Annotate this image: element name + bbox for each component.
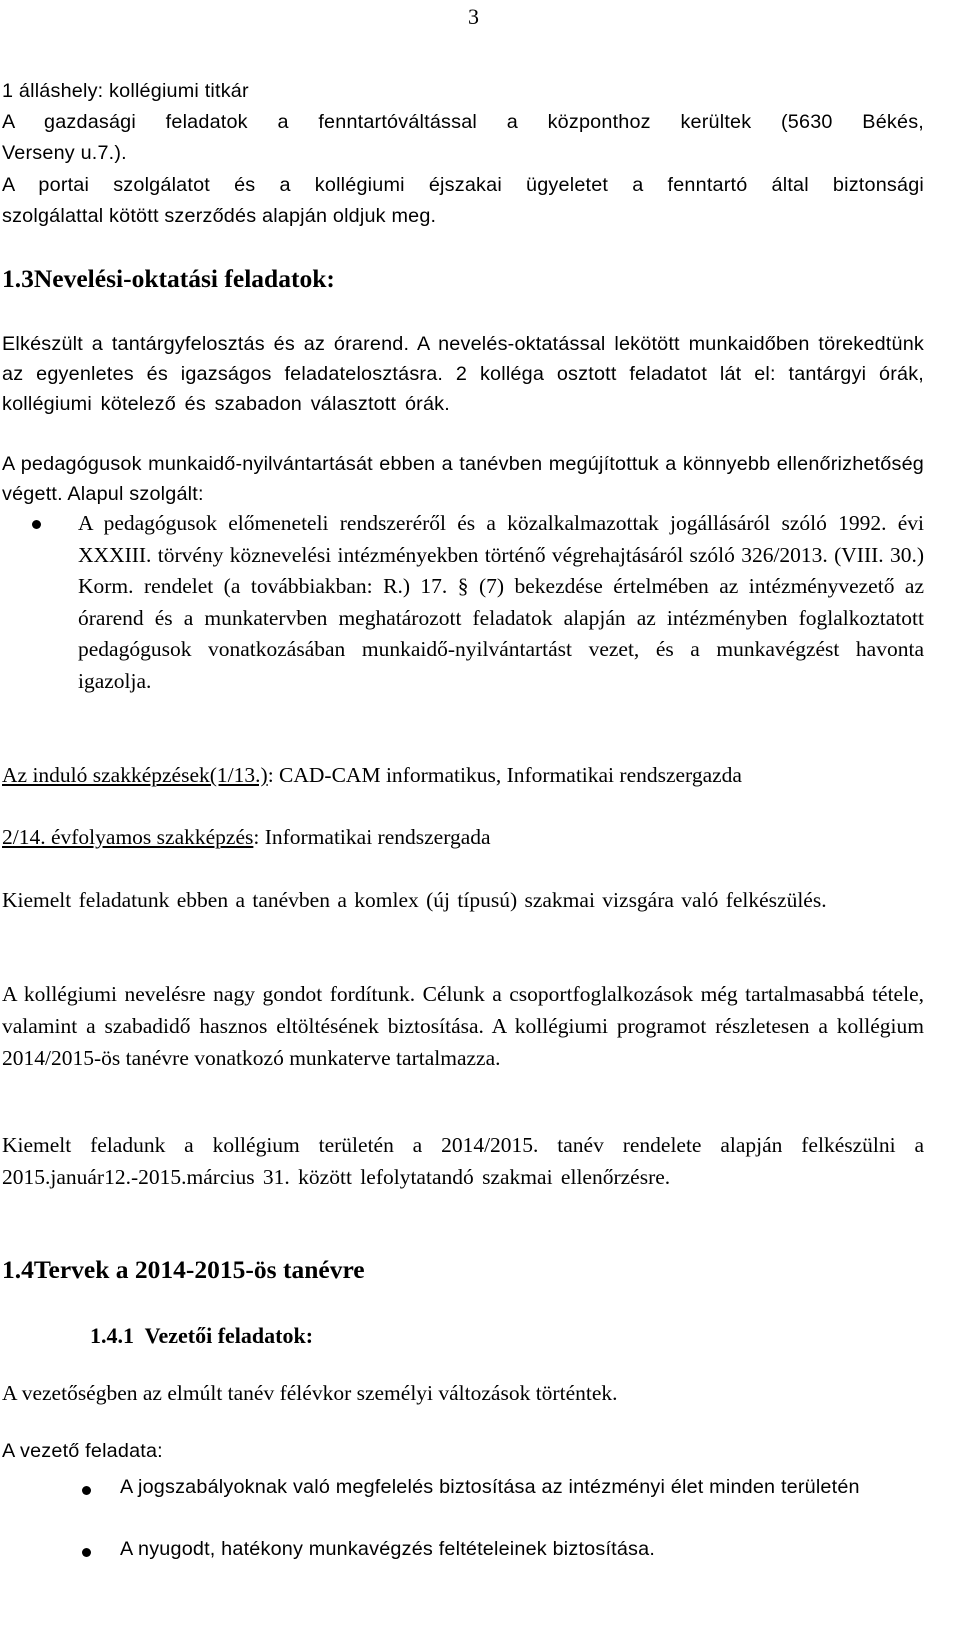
paragraph-vezeto-feladata: A vezető feladata:	[2, 1440, 163, 1462]
intro-line-5: szolgálattal kötött szerződés alapján oldjuk meg.	[2, 205, 437, 227]
bullet-dot	[32, 520, 41, 529]
paragraph-munkaido-nyilvantartas: A pedagógusok munkaidő-nyilvántartását ebben a tanévben megújítottuk a könnyebb ellenőrizhetőség végett. Alapul szolgált:	[2, 453, 924, 505]
paragraph-evfolyamos	[2, 823, 924, 851]
intro-line-3: Verseny u.7.).	[2, 142, 127, 164]
intro-line-4: A portai szolgálatot és a kollégiumi éjszakai ügyeletet a fenntartó által biztonsági	[2, 174, 924, 196]
bullet-jogszabalyok: A jogszabályoknak való megfelelés biztosítása az intézményi élet minden területén	[120, 1476, 860, 1498]
paragraph-kollegiumi-neveles: A kollégiumi nevelésre nagy gondot fordítunk. Célunk a csoportfoglalkozások még tartalmasabbá tétele, valamint a szabadidő hasznos eltöltésének biztosítása. A kollégiumi programot részletesen a kollégium 2014/2015-ös tanévre vonatkozó munkaterve tartalmazza.	[2, 982, 924, 1070]
paragraph-kiemelt-vizsga: Kiemelt feladatunk ebben a tanévben a komlex (új típusú) szakmai vizsgára való felkészülés.	[2, 888, 827, 912]
szakkepzesek-text: : CAD-CAM informatikus, Informatikai rendszergazda	[267, 763, 742, 787]
bullet-dot	[82, 1548, 91, 1557]
bullet-legal-basis: A pedagógusok előmeneteli rendszeréről és a közalkalmazottak jogállásáról szóló 1992. évi XXXIII. törvény köznevelési intézményekben történő végrehajtásáról szóló 326/2013. (VIII. 30.) Korm. rendelet (a továbbiakban: R.) 17. § (7) bekezdése értelmében az intézményvezető az órarend és a munkatervben meghatározott feladatok alapján az intézményben foglalkoztatott pedagógusok vonatkozásában munkaidő-nyilvántartást vezet, és a munkavégzést havonta igazolja.	[78, 511, 924, 693]
section-heading-1-4: 1.4Tervek a 2014-2015-ös tanévre	[2, 1255, 365, 1284]
section-heading-1-3: 1.3Nevelési-oktatási feladatok:	[2, 264, 335, 293]
evfolyamos-label: 2/14. évfolyamos szakképzés	[2, 825, 254, 849]
page-number: 3	[468, 4, 479, 29]
bullet-dot	[82, 1486, 91, 1495]
paragraph-vezetoseg: A vezetőségben az elmúlt tanév félévkor személyi változások történtek.	[2, 1381, 618, 1405]
paragraph-kiemelt-ellenorzes: Kiemelt feladunk a kollégium területén a 2014/2015. tanév rendelete alapján felkészülni a 2015.január12.-2015.március 31. között lefolytatandó szakmai ellenőrzésre.	[2, 1133, 924, 1189]
evfolyamos-text: : Informatikai rendszergada	[253, 825, 491, 849]
paragraph-tantargyfelosztas: Elkészült a tantárgyfelosztás és az órarend. A nevelés-oktatással lekötött munkaidőben törekedtünk az egyenletes és igazságos feladatelosztásra. 2 kolléga osztott feladatot lát el: tantárgyi órák, kollégiumi kötelező és szabadon választott órák.	[2, 333, 924, 415]
subsection-heading-1-4-1: 1.4.1 Vezetői feladatok:	[90, 1323, 314, 1348]
paragraph-szakkepzesek	[2, 760, 924, 791]
bullet-munkavegzes: A nyugodt, hatékony munkavégzés feltételeinek biztosítása.	[120, 1538, 656, 1560]
intro-line-2: A gazdasági feladatok a fenntartóváltással a központhoz kerültek (5630 Békés,	[2, 111, 924, 133]
intro-line-1: 1 álláshely: kollégiumi titkár	[2, 80, 249, 102]
szakkepzesek-label: Az induló szakképzések(1/13.)	[2, 763, 268, 787]
